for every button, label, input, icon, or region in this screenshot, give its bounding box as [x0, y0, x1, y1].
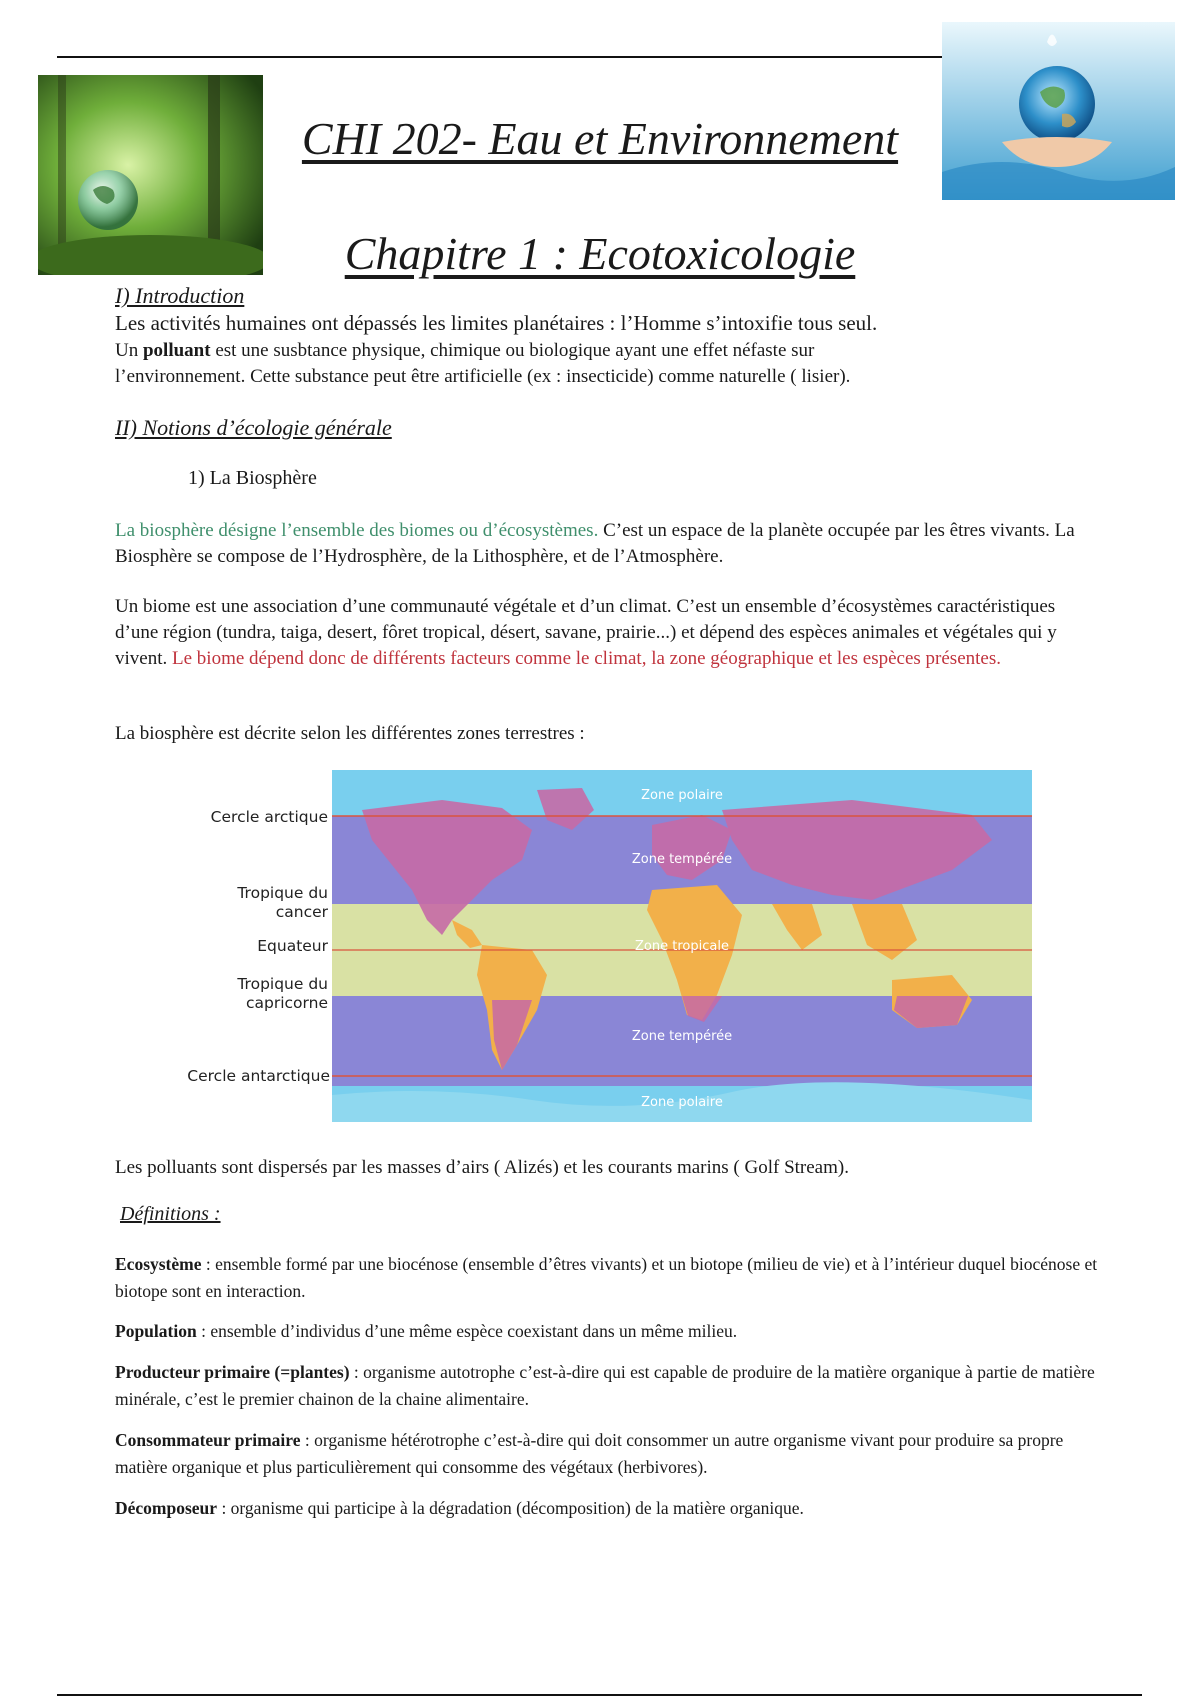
label-arctic-circle: Cercle arctique — [210, 808, 328, 826]
definition-population — [115, 1318, 1105, 1345]
water-globe-image — [942, 22, 1175, 200]
zone-label-tropical: Zone tropicale — [635, 939, 729, 954]
label-equator: Equateur — [257, 937, 328, 955]
definition-text: : organisme qui participe à la dégradation (décomposition) de la matière organique. — [217, 1498, 804, 1518]
label-antarctic-circle: Cercle antarctique — [187, 1067, 330, 1085]
zone-label-polar-south: Zone polaire — [641, 1095, 723, 1110]
intro-heading: I) Introduction — [115, 283, 245, 308]
definition-term: Producteur primaire (=plantes) — [115, 1362, 350, 1382]
world-climate-zones-map — [332, 770, 1032, 1122]
definition-term: Population — [115, 1321, 197, 1341]
zone-label-temperate-north: Zone tempérée — [631, 852, 733, 867]
label-tropic-capricorn-line2: capricorne — [245, 994, 328, 1012]
intro-line-1: Les activités humaines ont dépassés les limites planétaires : l’Homme s’intoxifie tous seul. — [115, 311, 878, 335]
intro-line-2-start: Un — [115, 340, 143, 361]
top-rule — [57, 56, 947, 58]
definitions-heading: Définitions : — [120, 1203, 221, 1225]
biosphere-paragraph — [115, 518, 1095, 570]
label-tropic-cancer-line2: cancer — [275, 903, 328, 921]
definition-text: : ensemble formé par une biocénose (ensemble d’êtres vivants) et un biotope (milieu de vie) et à l’intérieur duquel biocénose et biotope sont en interaction. — [115, 1254, 1098, 1301]
forest-globe-image — [38, 75, 263, 275]
definition-text: : organisme autotrophe c’est-à-dire qui est capable de produire de la matière organique à partie de matière minérale, c’est le premier chainon de la chaine alimentaire. — [115, 1362, 1095, 1409]
biosphere-subheading: 1) La Biosphère — [188, 467, 317, 489]
definition-text: : organisme hétérotrophe c’est-à-dire qui doit consommer un autre organisme vivant pour produire sa propre matière organique et plus particulièrement qui consomme des végétaux (herbivores). — [115, 1430, 1064, 1477]
label-tropic-cancer — [150, 884, 328, 922]
pollutant-dispersion: Les polluants sont dispersés par les masses d’airs ( Alizés) et les courants marins ( Golf Stream). — [115, 1157, 849, 1178]
definition-term: Consommateur primaire — [115, 1430, 301, 1450]
term-polluant: polluant — [142, 340, 211, 361]
label-tropic-capricorn — [150, 975, 328, 1013]
chapter-title: Chapitre 1 : Ecotoxicologie — [344, 228, 856, 279]
notions-heading: II) Notions d’écologie générale — [115, 415, 392, 440]
biosphere-definition-highlight: La biosphère désigne l’ensemble des biomes ou d’écosystèmes. — [115, 520, 599, 541]
intro-line-3: l’environnement. Cette substance peut être artificielle (ex : insecticide) comme naturelle ( lisier). — [115, 366, 851, 387]
zone-label-temperate-south: Zone tempérée — [631, 1029, 733, 1044]
definition-decomposeur — [115, 1495, 1105, 1522]
definition-producteur-primaire — [115, 1359, 1105, 1413]
biome-factors-highlight: Le biome dépend donc de différents facteurs comme le climat, la zone géographique et les espèces présentes. — [172, 648, 1001, 669]
label-tropic-capricorn-line1: Tropique du — [237, 975, 328, 993]
definition-consommateur-primaire — [115, 1427, 1105, 1481]
biome-definition: Un biome est une association d’une communauté végétale et d’un climat. C’est un ensemble d’écosystèmes caractéristiques d’une région (tundra, taiga, desert, fôret tropical, désert, savane, prairie...) et dépend des espèces animales et végétales qui y vivent. — [115, 596, 1057, 669]
definition-term: Ecosystème — [115, 1254, 202, 1274]
biosphere-definition-rest: C’est un espace de la planète occupée par les êtres vivants. La Biosphère se compose de l’Hydrosphère, de la Lithosphère, et de l’Atmosphère. — [115, 520, 1075, 567]
definition-term: Décomposeur — [115, 1498, 218, 1518]
label-tropic-cancer-line1: Tropique du — [237, 884, 328, 902]
zones-intro: La biosphère est décrite selon les différentes zones terrestres : — [115, 723, 585, 744]
zone-label-polar-north: Zone polaire — [641, 788, 723, 803]
bottom-rule — [57, 1694, 1142, 1696]
definition-text: : ensemble d’individus d’une même espèce coexistant dans un même milieu. — [196, 1321, 738, 1341]
biome-paragraph — [115, 594, 1095, 672]
definition-ecosysteme — [115, 1251, 1105, 1305]
course-title: CHI 202- Eau et Environnement — [301, 113, 899, 164]
intro-line-2-rest: est une susbtance physique, chimique ou biologique ayant une effet néfaste sur — [210, 340, 815, 361]
intro-polluant-definition — [115, 338, 1095, 390]
